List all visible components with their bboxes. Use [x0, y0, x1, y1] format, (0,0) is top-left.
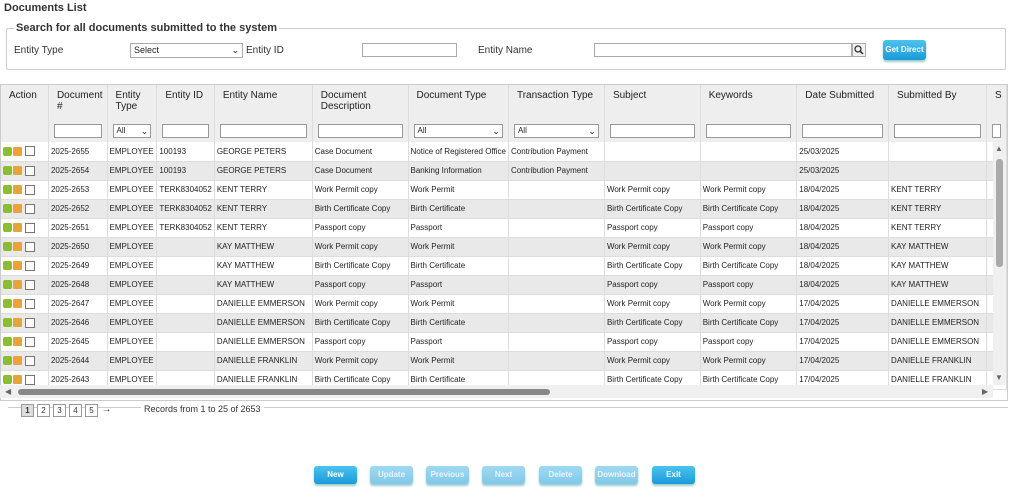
- row-checkbox[interactable]: [25, 280, 35, 290]
- cell-document-type: Work Permit: [408, 180, 508, 199]
- cell-document-description: Birth Certificate Copy: [312, 313, 408, 332]
- search-icon: [853, 44, 865, 56]
- edit-icon[interactable]: [3, 166, 12, 175]
- cell-subject: Birth Certificate Copy: [604, 313, 700, 332]
- cell-submitted-by: KAY MATTHEW: [889, 237, 987, 256]
- cell-transaction-type: [508, 294, 604, 313]
- chevron-down-icon: ⌄: [492, 126, 500, 136]
- document-icon[interactable]: [13, 299, 22, 308]
- filter-transaction-type[interactable]: All ⌄: [514, 124, 599, 138]
- edit-icon[interactable]: [3, 147, 12, 156]
- action-cell: [1, 142, 48, 161]
- cell-document-number: 2025-2648: [48, 275, 107, 294]
- cell-transaction-type: [508, 180, 604, 199]
- cell-transaction-type: Contribution Payment: [508, 161, 604, 180]
- cell-date-submitted: 17/04/2025: [797, 294, 889, 313]
- cell-transaction-type: [508, 313, 604, 332]
- filter-entity-type[interactable]: All ⌄: [113, 124, 152, 138]
- cell-document-description: Work Permit copy: [312, 294, 408, 313]
- cell-entity-name: DANIELLE EMMERSON: [214, 294, 312, 313]
- cell-entity-type: EMPLOYEE: [107, 218, 157, 237]
- cell-entity-type: EMPLOYEE: [107, 275, 157, 294]
- col-keywords[interactable]: Keywords: [700, 85, 797, 120]
- entity-type-label: Entity Type: [14, 45, 64, 56]
- cell-entity-id: [157, 294, 214, 313]
- action-cell: [1, 237, 48, 256]
- cell-entity-type: EMPLOYEE: [107, 370, 157, 389]
- cell-document-description: Work Permit copy: [312, 237, 408, 256]
- action-cell: [1, 313, 48, 332]
- document-icon[interactable]: [13, 185, 22, 194]
- row-checkbox[interactable]: [25, 261, 35, 271]
- cell-submitted-by: KENT TERRY: [889, 199, 987, 218]
- cell-document-number: 2025-2654: [48, 161, 107, 180]
- cell-document-description: Case Document: [312, 161, 408, 180]
- cell-document-number: 2025-2647: [48, 294, 107, 313]
- cell-subject: Birth Certificate Copy: [604, 199, 700, 218]
- chevron-down-icon: ⌄: [140, 126, 149, 136]
- filter-entity-name[interactable]: [220, 124, 307, 138]
- document-icon[interactable]: [13, 147, 22, 156]
- cell-entity-id: TERK8304052: [157, 199, 214, 218]
- cell-transaction-type: [508, 256, 604, 275]
- document-icon[interactable]: [13, 223, 22, 232]
- cell-subject: Passport copy: [604, 332, 700, 351]
- cell-transaction-type: Contribution Payment: [508, 142, 604, 161]
- cell-date-submitted: 17/04/2025: [797, 332, 889, 351]
- cell-submitted-by: KENT TERRY: [889, 218, 987, 237]
- cell-entity-name: DANIELLE EMMERSON: [214, 313, 312, 332]
- exit-button[interactable]: Exit: [652, 466, 695, 484]
- row-checkbox[interactable]: [25, 299, 35, 309]
- cell-entity-name: DANIELLE EMMERSON: [214, 332, 312, 351]
- document-icon[interactable]: [13, 280, 22, 289]
- table-row[interactable]: [1, 351, 1007, 370]
- cell-transaction-type: [508, 275, 604, 294]
- cell-document-number: 2025-2650: [48, 237, 107, 256]
- entity-type-select[interactable]: Select ⌄: [130, 43, 243, 58]
- cell-date-submitted: 18/04/2025: [797, 180, 889, 199]
- col-submitted-by[interactable]: Submitted By: [889, 85, 987, 120]
- cell-document-description: Birth Certificate Copy: [312, 199, 408, 218]
- document-icon[interactable]: [13, 375, 22, 384]
- vertical-scroll-thumb[interactable]: [996, 159, 1003, 267]
- document-icon[interactable]: [13, 204, 22, 213]
- table-row[interactable]: [1, 161, 1007, 180]
- cell-entity-name: KENT TERRY: [214, 199, 312, 218]
- filter-cell: [408, 120, 508, 142]
- cell-entity-id: [157, 237, 214, 256]
- row-checkbox[interactable]: [25, 337, 35, 347]
- vertical-scrollbar[interactable]: [993, 142, 1006, 385]
- filter-date-submitted[interactable]: [802, 124, 883, 138]
- cell-subject: Work Permit copy: [604, 180, 700, 199]
- cell-document-type: Work Permit: [408, 237, 508, 256]
- cell-document-number: 2025-2646: [48, 313, 107, 332]
- edit-icon[interactable]: [3, 337, 12, 346]
- cell-date-submitted: 17/04/2025: [797, 370, 889, 389]
- page-3-button[interactable]: 3: [53, 404, 66, 417]
- cell-entity-type: EMPLOYEE: [107, 142, 157, 161]
- search-legend: Search for all documents submitted to the system: [16, 22, 278, 34]
- table-row[interactable]: [1, 275, 1007, 294]
- cell-entity-type: EMPLOYEE: [107, 256, 157, 275]
- cell-date-submitted: 18/04/2025: [797, 275, 889, 294]
- document-icon[interactable]: [13, 318, 22, 327]
- cell-keywords: Work Permit copy: [700, 294, 797, 313]
- cell-document-description: Passport copy: [312, 332, 408, 351]
- header-row: [1, 85, 1007, 120]
- horizontal-scroll-thumb[interactable]: [18, 389, 550, 395]
- edit-icon[interactable]: [3, 204, 12, 213]
- row-checkbox[interactable]: [25, 356, 35, 366]
- cell-document-description: Work Permit copy: [312, 351, 408, 370]
- cell-document-description: Work Permit copy: [312, 180, 408, 199]
- edit-icon[interactable]: [3, 280, 12, 289]
- filter-cell: [508, 120, 604, 142]
- cell-document-number: 2025-2645: [48, 332, 107, 351]
- cell-document-number: 2025-2651: [48, 218, 107, 237]
- scroll-left-icon[interactable]: ◀: [5, 387, 12, 396]
- cell-keywords: Birth Certificate Copy: [700, 199, 797, 218]
- cell-entity-name: KENT TERRY: [214, 180, 312, 199]
- action-cell: [1, 256, 48, 275]
- cell-document-type: Notice of Registered Office: [408, 142, 508, 161]
- cell-document-description: Birth Certificate Copy: [312, 256, 408, 275]
- cell-entity-id: [157, 256, 214, 275]
- cell-submitted-by: DANIELLE FRANKLIN: [889, 351, 987, 370]
- documents-table: [1, 85, 1007, 390]
- chevron-down-icon: ⌄: [588, 126, 596, 136]
- cell-entity-type: EMPLOYEE: [107, 161, 157, 180]
- cell-document-number: 2025-2643: [48, 370, 107, 389]
- action-cell: [1, 180, 48, 199]
- cell-document-description: Passport copy: [312, 218, 408, 237]
- col-entity-name[interactable]: Entity Name: [214, 85, 312, 120]
- action-cell: [1, 294, 48, 313]
- page-1-button[interactable]: 1: [21, 404, 34, 417]
- cell-date-submitted: 18/04/2025: [797, 218, 889, 237]
- cell-document-type: Passport: [408, 332, 508, 351]
- records-count: Records from 1 to 25 of 2653: [141, 404, 264, 414]
- row-checkbox[interactable]: [25, 242, 35, 252]
- document-icon[interactable]: [13, 337, 22, 346]
- filter-cell: [1, 120, 48, 142]
- cell-transaction-type: [508, 332, 604, 351]
- cell-transaction-type: [508, 237, 604, 256]
- row-checkbox[interactable]: [25, 166, 35, 176]
- cell-keywords: Birth Certificate Copy: [700, 313, 797, 332]
- edit-icon[interactable]: [3, 299, 12, 308]
- action-cell: [1, 351, 48, 370]
- cell-keywords: Birth Certificate Copy: [700, 256, 797, 275]
- page-2-button[interactable]: 2: [37, 404, 50, 417]
- filter-keywords[interactable]: [706, 124, 792, 138]
- row-checkbox[interactable]: [25, 146, 35, 156]
- row-checkbox[interactable]: [25, 223, 35, 233]
- cell-document-number: 2025-2652: [48, 199, 107, 218]
- cell-entity-name: KAY MATTHEW: [214, 256, 312, 275]
- cell-submitted-by: KAY MATTHEW: [889, 256, 987, 275]
- search-button[interactable]: [852, 43, 866, 57]
- cell-submitted-by: DANIELLE EMMERSON: [889, 294, 987, 313]
- cell-subject: Passport copy: [604, 218, 700, 237]
- page-5-button[interactable]: 5: [85, 404, 98, 417]
- cell-entity-id: 100193: [157, 161, 214, 180]
- filter-cell: [889, 120, 987, 142]
- document-icon[interactable]: [13, 166, 22, 175]
- cell-entity-name: KENT TERRY: [214, 218, 312, 237]
- cell-document-number: 2025-2655: [48, 142, 107, 161]
- edit-icon[interactable]: [3, 375, 12, 384]
- cell-document-number: 2025-2653: [48, 180, 107, 199]
- col-subject[interactable]: Subject: [604, 85, 700, 120]
- cell-entity-type: EMPLOYEE: [107, 351, 157, 370]
- col-action[interactable]: Action: [1, 85, 48, 120]
- cell-keywords: Work Permit copy: [700, 351, 797, 370]
- filter-submitted-by[interactable]: [894, 124, 981, 138]
- col-s[interactable]: S: [986, 85, 1006, 120]
- cell-entity-name: DANIELLE FRANKLIN: [214, 370, 312, 389]
- cell-entity-type: EMPLOYEE: [107, 294, 157, 313]
- filter-entity-id[interactable]: [162, 124, 208, 138]
- filter-cell: [157, 120, 214, 142]
- cell-entity-name: KAY MATTHEW: [214, 237, 312, 256]
- cell-keywords: Work Permit copy: [700, 180, 797, 199]
- filter-document-number[interactable]: [54, 124, 102, 138]
- cell-document-description: Passport copy: [312, 275, 408, 294]
- cell-keywords: [700, 161, 797, 180]
- edit-icon[interactable]: [3, 318, 12, 327]
- filter-document-description[interactable]: [318, 124, 403, 138]
- cell-entity-id: [157, 313, 214, 332]
- col-entity-type[interactable]: Entity Type: [107, 85, 157, 120]
- cell-transaction-type: [508, 351, 604, 370]
- cell-entity-id: TERK8304052: [157, 218, 214, 237]
- cell-subject: [604, 142, 700, 161]
- new-button[interactable]: New: [314, 466, 357, 484]
- cell-subject: [604, 161, 700, 180]
- entity-name-label: Entity Name: [478, 45, 533, 56]
- action-cell: [1, 199, 48, 218]
- cell-keywords: Work Permit copy: [700, 237, 797, 256]
- col-document-description[interactable]: Document Description: [312, 85, 408, 120]
- filter-cell: [214, 120, 312, 142]
- cell-subject: Work Permit copy: [604, 237, 700, 256]
- edit-icon[interactable]: [3, 223, 12, 232]
- cell-submitted-by: DANIELLE EMMERSON: [889, 332, 987, 351]
- cell-entity-type: EMPLOYEE: [107, 199, 157, 218]
- cell-submitted-by: [889, 161, 987, 180]
- cell-transaction-type: [508, 218, 604, 237]
- cell-submitted-by: KAY MATTHEW: [889, 275, 987, 294]
- cell-date-submitted: 17/04/2025: [797, 351, 889, 370]
- cell-date-submitted: 25/03/2025: [797, 161, 889, 180]
- row-checkbox[interactable]: [25, 204, 35, 214]
- cell-document-type: Work Permit: [408, 351, 508, 370]
- cell-entity-type: EMPLOYEE: [107, 313, 157, 332]
- cell-submitted-by: DANIELLE EMMERSON: [889, 313, 987, 332]
- document-icon[interactable]: [13, 261, 22, 270]
- table-row[interactable]: [1, 256, 1007, 275]
- cell-entity-id: [157, 351, 214, 370]
- cell-date-submitted: 17/04/2025: [797, 313, 889, 332]
- col-entity-id[interactable]: Entity ID: [157, 85, 214, 120]
- row-checkbox[interactable]: [25, 318, 35, 328]
- page-title: Documents List: [4, 2, 87, 14]
- action-cell: [1, 275, 48, 294]
- cell-keywords: Passport copy: [700, 218, 797, 237]
- filter-row: [1, 120, 1007, 142]
- documents-grid: [0, 84, 1008, 401]
- table-row[interactable]: [1, 294, 1007, 313]
- scroll-right-icon[interactable]: ▶: [982, 387, 989, 396]
- cell-subject: Work Permit copy: [604, 351, 700, 370]
- cell-transaction-type: [508, 199, 604, 218]
- table-row[interactable]: [1, 237, 1007, 256]
- action-cell: [1, 161, 48, 180]
- next-button[interactable]: Next: [482, 466, 525, 484]
- action-cell: [1, 332, 48, 351]
- cell-keywords: [700, 142, 797, 161]
- entity-id-input[interactable]: [362, 43, 457, 57]
- cell-document-number: 2025-2644: [48, 351, 107, 370]
- edit-icon[interactable]: [3, 185, 12, 194]
- cell-document-type: Birth Certificate: [408, 199, 508, 218]
- filter-cell: [107, 120, 157, 142]
- table-row[interactable]: [1, 142, 1007, 161]
- table-row[interactable]: [1, 218, 1007, 237]
- filter-cell: [986, 120, 1006, 142]
- cell-document-type: Passport: [408, 218, 508, 237]
- edit-icon[interactable]: [3, 356, 12, 365]
- update-button[interactable]: Update: [370, 466, 413, 484]
- filter-cell: [604, 120, 700, 142]
- cell-document-type: Work Permit: [408, 294, 508, 313]
- row-checkbox[interactable]: [25, 375, 35, 385]
- filter-subject[interactable]: [610, 124, 695, 138]
- cell-subject: Work Permit copy: [604, 294, 700, 313]
- cell-subject: Birth Certificate Copy: [604, 370, 700, 389]
- filter-document-type[interactable]: All ⌄: [414, 124, 503, 138]
- table-row[interactable]: [1, 332, 1007, 351]
- document-icon[interactable]: [13, 356, 22, 365]
- previous-button[interactable]: Previous: [426, 466, 469, 484]
- table-row[interactable]: [1, 180, 1007, 199]
- col-document-number[interactable]: Document #: [48, 85, 107, 120]
- entity-name-input[interactable]: [594, 43, 852, 57]
- entity-id-label: Entity ID: [246, 45, 284, 56]
- edit-icon[interactable]: [3, 242, 12, 251]
- filter-cell: [797, 120, 889, 142]
- cell-submitted-by: DANIELLE FRANKLIN: [889, 370, 987, 389]
- next-page-button[interactable]: →: [101, 404, 112, 415]
- cell-entity-id: [157, 275, 214, 294]
- edit-icon[interactable]: [3, 261, 12, 270]
- table-row[interactable]: [1, 313, 1007, 332]
- filter-cell: [700, 120, 797, 142]
- col-document-type[interactable]: Document Type: [408, 85, 508, 120]
- get-direct-button[interactable]: Get Direct: [883, 40, 926, 60]
- cell-document-type: Birth Certificate: [408, 256, 508, 275]
- action-cell: [1, 218, 48, 237]
- row-checkbox[interactable]: [25, 185, 35, 195]
- cell-subject: Birth Certificate Copy: [604, 256, 700, 275]
- delete-button[interactable]: Delete: [539, 466, 582, 484]
- cell-keywords: Passport copy: [700, 275, 797, 294]
- cell-submitted-by: KENT TERRY: [889, 180, 987, 199]
- filter-cell: [312, 120, 408, 142]
- cell-document-type: Birth Certificate: [408, 313, 508, 332]
- cell-document-type: Birth Certificate: [408, 370, 508, 389]
- col-date-submitted[interactable]: Date Submitted: [797, 85, 889, 120]
- cell-submitted-by: [889, 142, 987, 161]
- cell-keywords: Birth Certificate Copy: [700, 370, 797, 389]
- cell-entity-id: 100193: [157, 142, 214, 161]
- cell-entity-name: KAY MATTHEW: [214, 275, 312, 294]
- document-icon[interactable]: [13, 242, 22, 251]
- cell-document-description: Birth Certificate Copy: [312, 370, 408, 389]
- cell-subject: Passport copy: [604, 275, 700, 294]
- cell-entity-type: EMPLOYEE: [107, 237, 157, 256]
- cell-keywords: Passport copy: [700, 332, 797, 351]
- cell-entity-id: TERK8304052: [157, 180, 214, 199]
- cell-document-type: Banking Information: [408, 161, 508, 180]
- scroll-down-icon[interactable]: ▼: [995, 373, 1003, 382]
- cell-date-submitted: 25/03/2025: [797, 142, 889, 161]
- filter-cell: [48, 120, 107, 142]
- cell-document-description: Case Document: [312, 142, 408, 161]
- filter-s[interactable]: [992, 124, 1001, 138]
- cell-document-number: 2025-2649: [48, 256, 107, 275]
- cell-date-submitted: 18/04/2025: [797, 256, 889, 275]
- cell-entity-name: GEORGE PETERS: [214, 161, 312, 180]
- cell-entity-type: EMPLOYEE: [107, 332, 157, 351]
- scroll-up-icon[interactable]: ▲: [995, 144, 1003, 153]
- cell-date-submitted: 18/04/2025: [797, 237, 889, 256]
- col-transaction-type[interactable]: Transaction Type: [508, 85, 604, 120]
- cell-entity-id: [157, 332, 214, 351]
- page-4-button[interactable]: 4: [69, 404, 82, 417]
- cell-entity-type: EMPLOYEE: [107, 180, 157, 199]
- cell-entity-name: DANIELLE FRANKLIN: [214, 351, 312, 370]
- cell-date-submitted: 18/04/2025: [797, 199, 889, 218]
- cell-document-type: Passport: [408, 275, 508, 294]
- horizontal-scrollbar[interactable]: [0, 385, 993, 398]
- table-row[interactable]: [1, 199, 1007, 218]
- chevron-down-icon: ⌄: [231, 45, 239, 55]
- download-button[interactable]: Download: [595, 466, 638, 484]
- cell-entity-name: GEORGE PETERS: [214, 142, 312, 161]
